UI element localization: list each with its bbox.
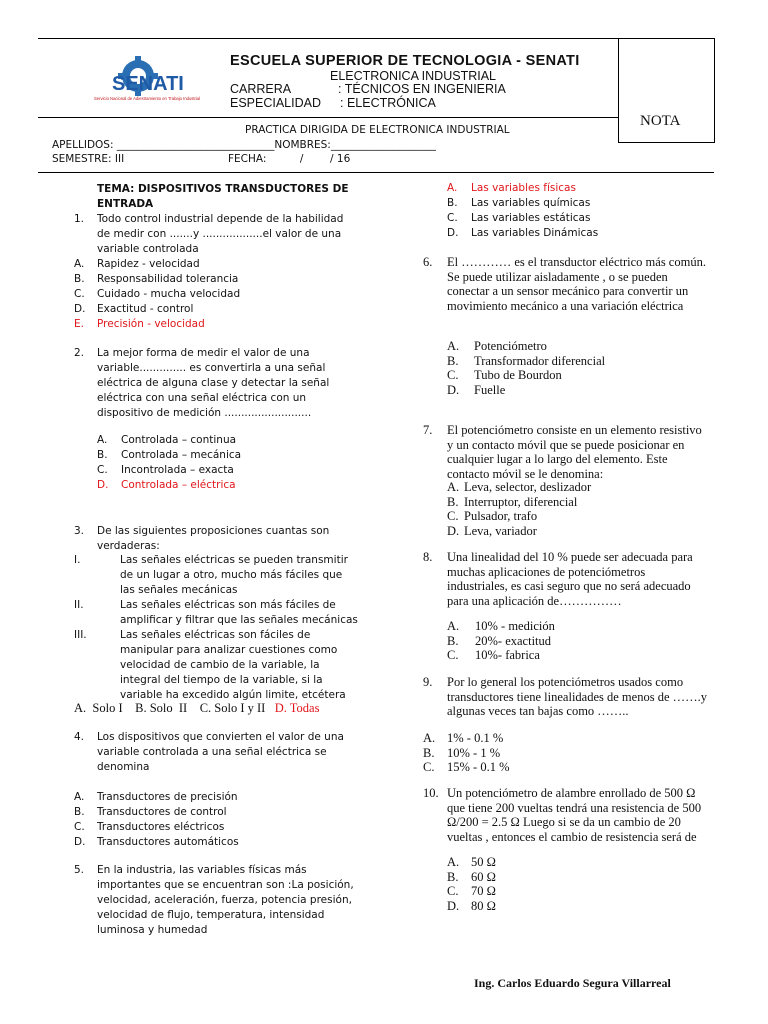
header-top-border — [38, 38, 714, 39]
q8-text: Una linealidad del 10 % puede ser adecuada para muchas aplicaciones de potenciómetros industriales, es casi seguro que no será adecuado para una aplicación de…………… — [447, 550, 693, 608]
q9-number: 9. — [423, 675, 433, 689]
q1-number: 1. — [74, 213, 85, 225]
q10-number: 10. — [423, 786, 439, 800]
q2-number: 2. — [74, 347, 85, 359]
q3-number: 3. — [74, 525, 85, 537]
q6-text: El ………… es el transductor eléctrico más común. Se puede utilizar aisladamente , o se pueden conectar a un sensor mecánico para convertir un movimiento mecánico a una variación eléctrica — [447, 255, 706, 313]
fecha-field[interactable]: FECHA: / / 16 — [228, 153, 351, 165]
q10-option-a[interactable]: A. 50 Ω — [447, 855, 496, 869]
q8-number: 8. — [423, 550, 433, 564]
q1-option-c[interactable]: C. Cuidado - mucha velocidad — [74, 288, 241, 300]
carrera-label: CARRERA — [230, 82, 292, 96]
q9-option-c[interactable]: C. 15% - 0.1 % — [423, 760, 510, 774]
q2-text: La mejor forma de medir el valor de una variable.............. es convertirla a una señal eléctrica de alguna clase y detectar la señal eléctrica con una señal eléctrica con un dispositivo de medición .......................... — [97, 347, 330, 419]
senati-logo — [72, 52, 201, 110]
svg-text:Servicio Nacional de Adiestram: Servicio Nacional de Adiestramiento en Trabajo Industrial — [94, 96, 201, 101]
semestre-label: SEMESTRE: III — [52, 153, 125, 165]
q1-option-b[interactable]: B. Responsabilidad tolerancia — [74, 273, 239, 285]
q7-option-a[interactable]: A. Leva, selector, deslizador — [447, 480, 592, 494]
author-signature: Ing. Carlos Eduardo Segura Villarreal — [474, 976, 671, 990]
q6-option-a[interactable]: A. Potenciómetro — [447, 339, 547, 353]
svg-text:SENATI: SENATI — [112, 73, 184, 95]
q9-options — [423, 731, 685, 775]
q7-option-d[interactable]: D. Leva, variador — [447, 523, 537, 538]
q8-option-a[interactable]: A. 10% - medición — [447, 619, 555, 633]
q4-option-b[interactable]: B. Transductores de control — [74, 806, 227, 818]
q2-option-b[interactable]: B. Controlada – mecánica — [97, 449, 242, 461]
q10-option-b[interactable]: B. 60 Ω — [447, 869, 496, 884]
q5-option-d[interactable]: D. Las variables Dinámicas — [447, 227, 599, 239]
q1-option-e-answer[interactable]: E. Precisión - velocidad — [74, 318, 205, 330]
q3-proposition-iii: III. Las señales eléctricas son fáciles de manipular para analizar cuestiones como velocidad de cambio de la variable, la integral del tiempo de la variable, si la variable ha excedido algún limite, etcétera — [74, 629, 346, 701]
q10-option-c[interactable]: C. 70 Ω — [447, 884, 496, 898]
q3-text: De las siguientes proposiciones cuantas son verdaderas: — [97, 525, 330, 552]
q7-text: El potenciómetro consiste en un elemento resistivo y un contacto móvil que se puede posicionar en cualquier lugar a lo largo del elemento. Este contacto móvil se le denomina: — [447, 423, 702, 481]
q3-proposition-i: I. Las señales eléctricas se pueden transmitir de un lugar a otro, mucho más fáciles que las señales mecánicas — [74, 554, 348, 596]
q7-number: 7. — [423, 423, 433, 437]
q5-text: En la industria, las variables físicas más importantes que se encuentran son :La posición, velocidad, aceleración, fuerza, potencia presión, velocidad de flujo, temperatura, intensidad luminosa y humedad — [97, 864, 354, 936]
q9-option-b[interactable]: B. 10% - 1 % — [423, 745, 501, 760]
q2-option-c[interactable]: C. Incontrolada – exacta — [97, 464, 234, 476]
q4-option-a[interactable]: A. Transductores de precisión — [74, 791, 238, 803]
q6-option-c[interactable]: C. Tubo de Bourdon — [447, 368, 562, 382]
q7-option-c[interactable]: C. Pulsador, trafo — [447, 509, 538, 523]
q10-text: Un potenciómetro de alambre enrollado de 500 Ω que tiene 200 vueltas tendrá una resistencia de 500 Ω/200 = 2.5 Ω Luego si se da un cambio de 20 vueltas , entonces el cambio de resistencia será de — [447, 786, 702, 844]
nota-right-border — [714, 38, 715, 143]
q10-options — [447, 855, 647, 913]
q5-number: 5. — [74, 864, 85, 876]
q9-text: Por lo general los potenciómetros usados como transductores tiene linealidades de menos de …….y algunas veces tan bajas como …….. — [447, 675, 707, 718]
school-title: ESCUELA SUPERIOR DE TECNOLOGIA - SENATI — [230, 53, 580, 69]
q8-options — [447, 619, 709, 663]
q6-number: 6. — [423, 255, 433, 269]
header-divider — [38, 172, 714, 173]
header-mid-border — [38, 117, 618, 118]
q1-text: Todo control industrial depende de la habilidad de medir con .......y ..................el valor de una variable controlada — [97, 213, 344, 255]
practice-title: PRACTICA DIRIGIDA DE ELECTRONICA INDUSTRIAL — [245, 124, 510, 136]
nota-left-border — [618, 38, 619, 143]
q5-option-a-answer[interactable]: A. Las variables físicas — [447, 182, 576, 194]
q4-number: 4. — [74, 731, 85, 743]
q5-options — [447, 181, 707, 241]
q3-proposition-ii: II. Las señales eléctricas son más fáciles de amplificar y filtrar que las señales mecánicas — [74, 599, 358, 626]
q3-propositions — [74, 553, 359, 703]
q5-option-c[interactable]: C. Las variables estáticas — [447, 212, 591, 224]
q8-option-b[interactable]: B. 20%- exactitud — [447, 633, 552, 648]
career-subtitle: ELECTRONICA INDUSTRIAL — [330, 69, 497, 83]
q2-option-a[interactable]: A. Controlada – continua — [97, 434, 237, 446]
carrera-value: : TÉCNICOS EN INGENIERIA — [338, 82, 506, 96]
q4-option-c[interactable]: C. Transductores eléctricos — [74, 821, 225, 833]
tema-heading: TEMA: DISPOSITIVOS TRANSDUCTORES DE ENTRADA — [97, 183, 349, 210]
especialidad-value: : ELECTRÓNICA — [340, 96, 436, 110]
q7-options — [447, 480, 709, 538]
q7-option-b[interactable]: B. Interruptor, diferencial — [447, 494, 578, 509]
q4-options — [74, 790, 354, 850]
q10-option-d[interactable]: D. 80 Ω — [447, 898, 496, 913]
q8-option-c[interactable]: C. 10%- fabrica — [447, 648, 540, 662]
apellidos-nombres-field[interactable]: APELLIDOS: ______________________________NOMBRES:____________________ — [52, 139, 436, 151]
q6-options — [447, 339, 709, 397]
q6-option-b[interactable]: B. Transformador diferencial — [447, 353, 606, 368]
q1-options — [74, 257, 354, 332]
q5-option-b[interactable]: B. Las variables químicas — [447, 197, 591, 209]
q2-options — [97, 433, 347, 493]
q3-answer-options[interactable]: A. Solo I B. Solo II C. Solo I y II D. Todas — [74, 701, 320, 715]
q1-option-d[interactable]: D. Exactitud - control — [74, 303, 194, 315]
q2-option-d-answer[interactable]: D. Controlada – eléctrica — [97, 479, 236, 491]
q4-text: Los dispositivos que convierten el valor de una variable controlada a una señal eléctrica se denomina — [97, 731, 344, 773]
q9-option-a[interactable]: A. 1% - 0.1 % — [423, 731, 504, 745]
q4-option-d[interactable]: D. Transductores automáticos — [74, 836, 239, 848]
q3-answer-d-todas: D. Todas — [274, 701, 320, 715]
q6-option-d[interactable]: D. Fuelle — [447, 382, 506, 397]
nota-label: NOTA — [640, 113, 681, 129]
nota-bottom-border — [618, 142, 715, 143]
q1-option-a[interactable]: A. Rapidez - velocidad — [74, 258, 200, 270]
especialidad-label: ESPECIALIDAD — [230, 96, 322, 110]
